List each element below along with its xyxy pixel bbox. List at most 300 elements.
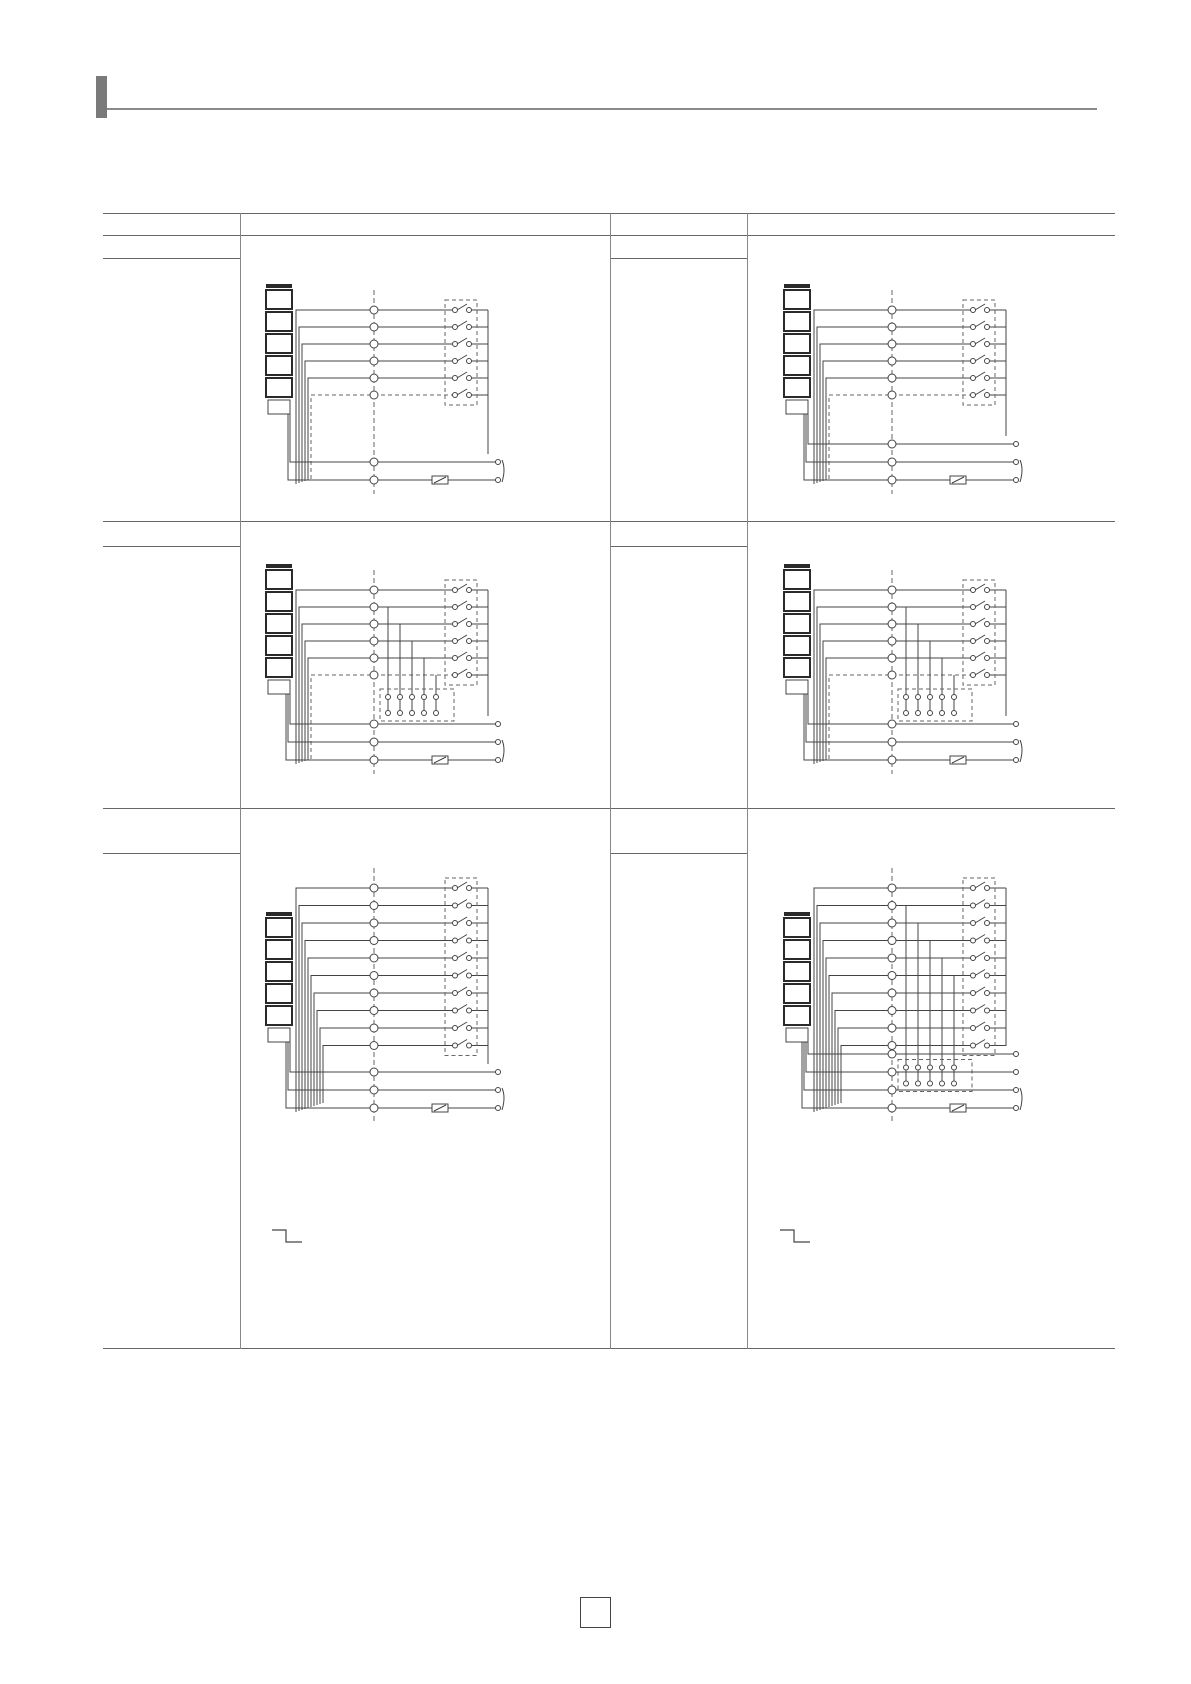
wiring-diagram-r3-left-tower-tier [266,1006,292,1025]
wiring-diagram-r3-left-output-terminal [370,1104,378,1112]
wiring-diagram-r1-left-switch-contact [467,359,472,364]
wiring-diagram-r3-right-relay-contact [952,1081,957,1086]
wiring-diagram-r2-right-relay-contact [904,711,909,716]
wiring-diagram-r3-left-signal-wire [317,1011,453,1106]
wiring-diagram-r3-left-switch-group-box [445,878,477,1056]
wiring-diagram-r3-right-output-terminal [888,1104,896,1112]
wiring-diagram-r1-right-switch-blade [975,389,985,395]
wiring-diagram-r1-left-switch-contact [453,325,458,330]
wiring-diagram-r1-right-power-terminal [1014,460,1019,465]
wiring-diagram-r3-right-relay-contact [904,1081,909,1086]
wiring-diagram-r1-right-switch-contact [971,359,976,364]
wiring-diagram-r2-right-switch-contact [985,656,990,661]
wiring-diagram-r2-right-output-wire [808,694,1016,724]
wiring-diagram-r3-right-output-wire [804,1042,1016,1090]
wiring-diagram-r3-right-switch-contact [985,973,990,978]
wiring-diagram-r2-right-terminal [888,671,896,679]
wiring-diagram-r3-right-power-terminal [1014,1070,1019,1075]
wiring-diagram-r2-right-switch-blade [975,601,985,607]
wiring-diagram-r1-right-terminal [888,357,896,365]
wiring-diagram-r2-right-terminal [888,586,896,594]
wiring-diagram-r2-left-switch-contact [453,656,458,661]
wiring-diagram-r3-left-switch-contact [467,1043,472,1048]
wiring-diagram-r1-right-tower-tier [784,290,810,309]
wiring-diagram-r3-left-terminal [370,919,378,927]
row2-right-label-rule [610,546,747,547]
wiring-diagram-r1-left-tower-tier [266,356,292,375]
wiring-diagram-r1-right-tower-cap [784,284,810,288]
wiring-diagram-r3-left-switch-contact [453,886,458,891]
wiring-diagram-r2-left-switch-contact [453,605,458,610]
wiring-diagram-r3-right-relay-group-box [898,1060,972,1092]
wiring-diagram-r2-right-switch-contact [985,605,990,610]
wiring-diagram-r2-right-power-terminal [1014,758,1019,763]
wiring-diagram-r1-left-switch-contact [453,342,458,347]
wiring-diagram-r2-left-switch-contact [467,656,472,661]
wiring-diagram-r2-left-output-wire [288,694,498,742]
wiring-diagram-r2-right-switch-blade [975,584,985,590]
wiring-diagram-r1-right-power-terminal [1014,478,1019,483]
wiring-diagram-r3-right-relay-contact [916,1081,921,1086]
wiring-diagram-r3-left-signal-wire [320,1028,453,1104]
wiring-diagram-r3-left-tower-tier [266,984,292,1003]
wiring-diagram-r2-right-tower-cap [784,564,810,568]
page-number-box [580,1597,611,1628]
wiring-diagram-r1-right-output-terminal [888,440,896,448]
wiring-diagram-r1-right-switch-blade [975,304,985,310]
wiring-diagram-r3-left-power-terminal [496,1070,501,1075]
wiring-diagram-r2-left-relay-contact [422,711,427,716]
wiring-diagram-r3-right-switch-contact [985,938,990,943]
step-symbol-right [780,1228,820,1244]
wiring-diagram-r3-right-switch-blade [975,1040,985,1046]
wiring-diagram-r2-left-switch-contact [453,639,458,644]
wiring-diagram-r3-left-tower-tier [266,940,292,959]
wiring-diagram-r3-right-terminal [888,902,896,910]
wiring-diagram-r1-right-switch-contact [971,308,976,313]
wiring-diagram-r2-right-signal-wire [823,641,971,761]
wiring-diagram-r3-left-switch-contact [467,1008,472,1013]
wiring-diagram-r3-left-terminal [370,954,378,962]
table-top-rule [103,213,1115,214]
wiring-diagram-r2-right-terminal [888,620,896,628]
row1-bottom-rule [103,521,1115,522]
wiring-diagram-r3-right-switch-contact [985,1026,990,1031]
table-bottom-rule [103,1348,1115,1349]
wiring-diagram-r2-left-switch-blade [457,669,467,675]
wiring-diagram-r1-left-switch-blade [457,304,467,310]
wiring-diagram-r3-left-switch-contact [467,956,472,961]
wiring-diagram-r2-left-tower-tier [266,658,292,677]
wiring-diagram-r2-right-relay-contact [940,695,945,700]
wiring-diagram-r1-right-switch-contact [971,342,976,347]
wiring-diagram-r3-right-terminal [888,1024,896,1032]
wiring-diagram-r2-right-terminal [888,603,896,611]
wiring-diagram-r2-right-power-terminal [1014,740,1019,745]
wiring-diagram-r3-right-power-brace [1020,1088,1022,1110]
wiring-diagram-r3-right-relay-contact [940,1081,945,1086]
wiring-diagram-r2-left-terminal [370,620,378,628]
wiring-diagram-r3-right-switch-contact [971,886,976,891]
wiring-diagram-r2-left-terminal [370,637,378,645]
wiring-diagram-r3-right-switch-contact [971,973,976,978]
wiring-diagram-r1-right-terminal [888,340,896,348]
wiring-diagram-r3-right-switch-contact [985,903,990,908]
wiring-diagram-r3-right-terminal [888,919,896,927]
col-divider-3 [747,213,748,1349]
wiring-diagram-r3-right-output-wire [802,1042,1016,1108]
wiring-diagram-r3-right-switch-blade [975,900,985,906]
wiring-diagram-r1-left-switch-contact [467,376,472,381]
wiring-diagram-r3-right-terminal [888,884,896,892]
wiring-diagram-r2-right-switch-contact [985,639,990,644]
wiring-diagram-r2-left-switch-group-box [445,580,477,685]
wiring-diagram-r2-left-terminal [370,603,378,611]
wiring-diagram-r1-left-switch-blade [457,355,467,361]
col-divider-1 [240,213,241,1349]
wiring-diagram-r1-right-signal-wire [829,395,971,479]
wiring-diagram-r3-right-power-terminal [1014,1106,1019,1111]
wiring-diagram-r1-right-output-terminal [888,476,896,484]
wiring-diagram-r3-right-tower-tier [784,984,810,1003]
wiring-diagram-r3-right-relay-contact [928,1065,933,1070]
wiring-diagram-r3-left-tower-cap [266,912,292,916]
wiring-diagram-r1-right-tower-base [786,400,808,414]
wiring-diagram-r2-right-relay-contact [916,695,921,700]
wiring-diagram-r2-left-terminal [370,671,378,679]
wiring-diagram-r2-left-switch-blade [457,601,467,607]
wiring-diagram-r1-right-tower-tier [784,334,810,353]
wiring-diagram-r3-right-signal-wire [823,941,971,1110]
wiring-diagram-r2-left-tower-base [268,680,290,694]
wiring-diagram-r3-left-signal-wire [308,958,453,1108]
wiring-diagram-r3-left-terminal [370,989,378,997]
wiring-diagram-r2-left-relay-contact [422,695,427,700]
wiring-diagram-r1-left-power-terminal [496,478,501,483]
wiring-diagram-r2-left-signal-wire [311,675,453,759]
wiring-diagram-r2-left-switch-contact [453,588,458,593]
wiring-diagram-r1-left-switch-contact [467,342,472,347]
wiring-diagram-r1-right-output-wire [804,414,1016,480]
wiring-diagram-r2-right-power-terminal [1014,722,1019,727]
wiring-diagram-r2-left-relay-contact [398,711,403,716]
wiring-diagram-r2-left-switch-contact [467,622,472,627]
wiring-diagram-r3-right-switch-blade [975,952,985,958]
wiring-diagram-r3-left-signal-wire [311,976,453,1108]
wiring-diagram-r2-left-output-wire [286,694,498,760]
wiring-diagram-r2-left-switch-contact [467,588,472,593]
wiring-diagram-r2-left-tower-tier [266,614,292,633]
wiring-diagram-r3-right-output-terminal [888,1050,896,1058]
wiring-diagram-r1-left-terminal [370,306,378,314]
wiring-diagram-r3-right-switch-contact [985,991,990,996]
wiring-diagram-r2-right-switch-group-box [963,580,995,685]
wiring-diagram-r3-right-switch-contact [985,886,990,891]
wiring-diagram-r1-left-switch-blade [457,389,467,395]
wiring-diagram-r1-right-switch-contact [971,393,976,398]
wiring-diagram-r3-right-relay-contact [952,1065,957,1070]
wiring-diagram-r3-left-switch-blade [457,1040,467,1046]
wiring-diagram-r1-right-tower-tier [784,356,810,375]
wiring-diagram-r3-left-switch-blade [457,952,467,958]
wiring-diagram-r3-left-switch-contact [467,973,472,978]
wiring-diagram-r1-left-tower-tier [266,312,292,331]
wiring-diagram-r3-right-tower-tier [784,918,810,937]
wiring-diagram-r2-right-switch-contact [971,639,976,644]
wiring-diagram-r3-right-tower-base [786,1028,808,1042]
wiring-diagram-r3-left-switch-contact [453,1008,458,1013]
wiring-diagram-r2-right-switch-blade [975,635,985,641]
wiring-diagram-r2-left-relay-contact [386,695,391,700]
wiring-diagram-r3-left-terminal [370,1007,378,1015]
wiring-diagram-r3-left-switch-contact [467,921,472,926]
wiring-diagram-r3-right-signal-wire [820,923,971,1110]
wiring-diagram-r2-right-switch-contact [985,673,990,678]
wiring-diagram-r1-right-signal-wire [823,361,971,481]
wiring-diagram-r3-right-switch-contact [971,1043,976,1048]
wiring-diagram-r3-right-switch-contact [971,1008,976,1013]
wiring-diagram-r1-right-switch-blade [975,372,985,378]
wiring-diagram-r3-right-terminal [888,1007,896,1015]
wiring-diagram-r3-left-switch-blade [457,987,467,993]
wiring-diagram-r1-left-switch-contact [467,325,472,330]
wiring-diagram-r1-left-switch-contact [467,308,472,313]
wiring-diagram-r3-left-terminal [370,972,378,980]
wiring-diagram-r3-left-switch-contact [467,903,472,908]
wiring-diagram-r2-right-relay-contact [904,695,909,700]
wiring-diagram-r1-right-terminal [888,374,896,382]
wiring-diagram-r1-left-power-terminal [496,460,501,465]
wiring-diagram-r3-right-switch-blade [975,1005,985,1011]
wiring-diagram-r2-right-tower-tier [784,592,810,611]
wiring-diagram-r3-left-tower-tier [266,962,292,981]
wiring-diagram-r1-right-switch-contact [985,325,990,330]
wiring-diagram-r1-right [776,280,1026,500]
wiring-diagram-r2-left-relay-contact [398,695,403,700]
wiring-diagram-r3-left-switch-blade [457,882,467,888]
wiring-diagram-r3-left-power-terminal [496,1106,501,1111]
wiring-diagram-r3-right-switch-contact [971,991,976,996]
wiring-diagram-r3-left-switch-contact [453,1026,458,1031]
wiring-diagram-r3-left-switch-blade [457,970,467,976]
wiring-diagram-r3-right-switch-contact [985,1008,990,1013]
wiring-diagram-r2-left-tower-tier [266,592,292,611]
wiring-diagram-r3-left-terminal [370,1042,378,1050]
wiring-diagram-r3-right-switch-contact [985,956,990,961]
wiring-diagram-r2-right-switch-blade [975,669,985,675]
wiring-diagram-r1-right-power-brace [1020,460,1022,482]
wiring-diagram-r3-right-tower-tier [784,962,810,981]
wiring-diagram-r3-right-relay-contact [928,1081,933,1086]
wiring-diagram-r2-left-switch-contact [453,622,458,627]
wiring-diagram-r3-right-switch-blade [975,917,985,923]
wiring-diagram-r2-left-switch-contact [467,605,472,610]
wiring-diagram-r1-right-switch-contact [985,393,990,398]
wiring-diagram-r3-right-relay-contact [904,1065,909,1070]
wiring-diagram-r1-left-switch-blade [457,321,467,327]
wiring-diagram-r2-right-tower-tier [784,570,810,589]
wiring-diagram-r3-left-terminal [370,1024,378,1032]
wiring-diagram-r2-right-tower-tier [784,636,810,655]
wiring-diagram-r1-left-terminal [370,323,378,331]
header-bottom-rule [103,235,1115,236]
wiring-diagram-r2-right-switch-contact [971,656,976,661]
wiring-diagram-r3-left-power-terminal [496,1088,501,1093]
wiring-diagram-r1-left-signal-wire [311,395,453,479]
wiring-diagram-r2-left-terminal [370,654,378,662]
wiring-diagram-r1-right-switch-blade [975,355,985,361]
wiring-diagram-r2-left-switch-blade [457,618,467,624]
wiring-diagram-r3-left-signal-wire [302,923,453,1110]
wiring-diagram-r1-left-switch-contact [453,308,458,313]
col-divider-2 [610,213,611,1349]
wiring-diagram-r2-left-tower-cap [266,564,292,568]
wiring-diagram-r3-left-switch-contact [453,991,458,996]
wiring-diagram-r3-left [258,858,508,1128]
wiring-diagram-r3-right-tower-cap [784,912,810,916]
wiring-diagram-r3-left-switch-contact [453,938,458,943]
wiring-diagram-r2-right-switch-contact [971,588,976,593]
section-header-rule [107,108,1097,110]
wiring-diagram-r2-left-switch-contact [467,673,472,678]
wiring-diagram-r1-left-tower-tier [266,290,292,309]
wiring-diagram-r2-left-power-terminal [496,740,501,745]
wiring-diagram-r2-right-output-terminal [888,756,896,764]
wiring-diagram-r2-right-tower-tier [784,614,810,633]
wiring-diagram-r3-right-relay-contact [916,1065,921,1070]
wiring-diagram-r3-left-signal-wire [323,1046,453,1104]
wiring-diagram-r2-right-switch-blade [975,618,985,624]
wiring-diagram-r1-left-signal-wire [308,378,453,480]
wiring-diagram-r2-right-switch-contact [971,605,976,610]
wiring-diagram-r1-right-switch-contact [971,325,976,330]
row2-bottom-rule [103,808,1115,809]
wiring-diagram-r2-right-relay-contact [928,711,933,716]
wiring-diagram-r1-left-tower-base [268,400,290,414]
wiring-diagram-r1-left-terminal [370,374,378,382]
wiring-diagram-r2-left-switch-blade [457,652,467,658]
wiring-diagram-r2-right-switch-contact [985,622,990,627]
wiring-diagram-r2-right-power-brace [1020,740,1022,762]
wiring-diagram-r2-left-power-terminal [496,758,501,763]
wiring-diagram-r1-left-signal-wire [305,361,453,481]
row3-left-label-rule [103,853,240,854]
wiring-diagram-r3-right-power-terminal [1014,1088,1019,1093]
wiring-diagram-r2-left-switch-blade [457,584,467,590]
wiring-diagram-r1-right-switch-contact [985,342,990,347]
wiring-diagram-r3-right-switch-contact [971,1026,976,1031]
wiring-diagram-r3-left-switch-contact [467,991,472,996]
wiring-diagram-r1-right-switch-contact [985,308,990,313]
wiring-diagram-r1-left-switch-contact [453,376,458,381]
wiring-diagram-r3-left-terminal [370,937,378,945]
wiring-diagram-r2-left-signal-wire [305,641,453,761]
wiring-diagram-r2-right-tower-base [786,680,808,694]
wiring-diagram-r1-left-switch-blade [457,372,467,378]
wiring-diagram-r1-left-power-brace [502,460,504,482]
wiring-diagram-r2-left-output-terminal [370,720,378,728]
wiring-diagram-r1-right-switch-contact [985,376,990,381]
wiring-diagram-r1-left-output-terminal [370,458,378,466]
wiring-diagram-r2-right-switch-contact [971,622,976,627]
wiring-diagram-r2-right-output-terminal [888,738,896,746]
wiring-diagram-r1-left-output-wire [288,414,498,480]
wiring-diagram-r3-right-switch-contact [971,938,976,943]
wiring-diagram-r3-right-output-terminal [888,1068,896,1076]
wiring-diagram-r1-left-tower-tier [266,378,292,397]
wiring-diagram-r1-left-switch-blade [457,338,467,344]
wiring-diagram-r3-right-signal-wire [835,1011,971,1106]
wiring-diagram-r1-right-switch-group-box [963,300,995,405]
wiring-diagram-r2-left-relay-contact [410,711,415,716]
wiring-diagram-r3-left-output-terminal [370,1086,378,1094]
wiring-diagram-r3-right-switch-contact [971,956,976,961]
wiring-diagram-r3-right-switch-contact [985,921,990,926]
wiring-diagram-r1-right-terminal [888,306,896,314]
wiring-diagram-r3-left-switch-blade [457,917,467,923]
row1-right-label-rule [610,258,747,259]
wiring-diagram-r3-left-switch-contact [453,903,458,908]
wiring-diagram-r1-left-tower-tier [266,334,292,353]
wiring-diagram-r3-left-terminal [370,902,378,910]
step-symbol-left [272,1228,312,1244]
wiring-diagram-r1-right-signal-wire [826,378,971,480]
wiring-diagram-r3-left-terminal [370,884,378,892]
wiring-diagram-r2-right-output-wire [806,694,1016,742]
wiring-diagram-r3-right-switch-contact [971,921,976,926]
wiring-diagram-r1-right-switch-contact [985,359,990,364]
wiring-diagram-r1-right-switch-blade [975,321,985,327]
wiring-diagram-r3-right-signal-wire [829,976,971,1108]
wiring-diagram-r2-left-switch-contact [453,673,458,678]
wiring-diagram-r3-right-switch-contact [971,903,976,908]
wiring-diagram-r1-right-tower-tier [784,312,810,331]
wiring-diagram-r2-right-tower-tier [784,658,810,677]
wiring-diagram-r3-right-switch-blade [975,882,985,888]
wiring-diagram-r2-right-relay-group-box [898,689,972,721]
wiring-diagram-r1-right-switch-blade [975,338,985,344]
wiring-diagram-r3-left-output-terminal [370,1068,378,1076]
wiring-diagram-r2-left-terminal [370,586,378,594]
wiring-diagram-r1-left-terminal [370,391,378,399]
wiring-diagram-r3-left-output-wire [286,1042,498,1108]
wiring-diagram-r2-right-switch-blade [975,652,985,658]
wiring-diagram-r3-right-terminal [888,937,896,945]
wiring-diagram-r3-right-relay-contact [940,1065,945,1070]
wiring-diagram-r3-right-terminal [888,989,896,997]
wiring-diagram-r1-left-switch-contact [467,393,472,398]
wiring-diagram-r2-left-switch-blade [457,635,467,641]
wiring-diagram-r3-left-switch-contact [453,956,458,961]
wiring-diagram-r2-left-relay-contact [410,695,415,700]
wiring-diagram-r3-left-switch-contact [467,938,472,943]
wiring-diagram-r1-left-switch-contact [453,393,458,398]
wiring-diagram-r3-left-switch-blade [457,935,467,941]
wiring-diagram-r2-right-relay-contact [916,711,921,716]
wiring-diagram-r2-right-terminal [888,654,896,662]
wiring-diagram-r3-right-switch-blade [975,1022,985,1028]
wiring-diagram-r3-right-switch-blade [975,970,985,976]
wiring-diagram-r1-left-terminal [370,340,378,348]
wiring-diagram-r3-right-signal-wire [832,993,971,1106]
wiring-diagram-r3-left-tower-tier [266,918,292,937]
wiring-diagram-r3-left-switch-contact [453,1043,458,1048]
wiring-diagram-r1-right-terminal [888,391,896,399]
wiring-diagram-r2-left-output-wire [290,694,498,724]
wiring-diagram-r3-left-switch-contact [453,921,458,926]
wiring-diagram-r1-left-output-wire [290,414,498,462]
wiring-diagram-r1-right-output-terminal [888,458,896,466]
